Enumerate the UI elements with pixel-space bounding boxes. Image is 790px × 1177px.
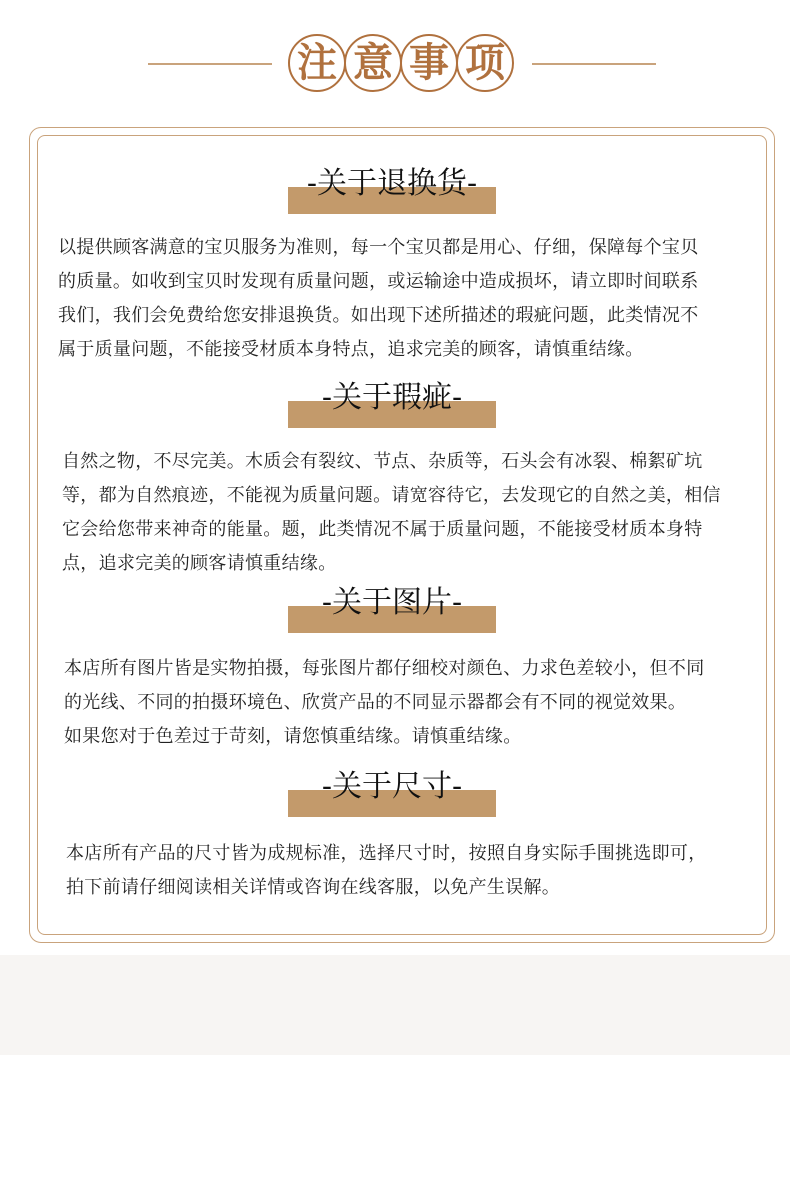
body-line: 点，追求完美的顾客请慎重结缘。 (62, 553, 337, 574)
title-char: 事 (400, 34, 458, 92)
section-body-sizes (66, 837, 707, 905)
body-line: 自然之物，不尽完美。木质会有裂纹、节点、杂质等，石头会有冰裂、棉絮矿坑 (62, 451, 703, 472)
body-line: 的光线、不同的拍摄环境色、欣赏产品的不同显示器都会有不同的视觉效果。 (64, 692, 687, 713)
title-char: 注 (288, 34, 346, 92)
body-line: 以提供顾客满意的宝贝服务为准则，每一个宝贝都是用心、仔细，保障每个宝贝 (58, 237, 699, 258)
section-heading-flaws (288, 382, 496, 428)
section-heading-photos (288, 587, 496, 633)
body-line: 我们，我们会免费给您安排退换货。如出现下述所描述的瑕疵问题，此类情况不 (58, 305, 699, 326)
heading-text: -关于尺寸- (321, 769, 463, 804)
heading-text: -关于图片- (321, 585, 463, 620)
section-heading-sizes (288, 771, 496, 817)
body-line: 属于质量问题，不能接受材质本身特点，追求完美的顾客，请慎重结缘。 (58, 339, 644, 360)
title-circles (288, 34, 512, 92)
body-line: 拍下前请仔细阅读相关详情或咨询在线客服，以免产生误解。 (66, 877, 561, 898)
page-title (0, 32, 790, 96)
body-line: 本店所有产品的尺寸皆为成规标准，选择尺寸时，按照自身实际手围挑选即可， (66, 843, 707, 864)
title-divider-left (148, 63, 272, 65)
title-char: 意 (344, 34, 402, 92)
footer-band (0, 955, 790, 1055)
heading-text: -关于瑕疵- (321, 380, 463, 415)
body-line: 本店所有图片皆是实物拍摄，每张图片都仔细校对颜色、力求色差较小，但不同 (64, 658, 705, 679)
body-line: 它会给您带来神奇的能量。题，此类情况不属于质量问题，不能接受材质本身特 (62, 519, 703, 540)
title-divider-right (532, 63, 656, 65)
body-line: 等，都为自然痕迹，不能视为质量问题。请宽容待它，去发现它的自然之美，相信 (62, 485, 721, 506)
section-heading-returns (288, 168, 496, 214)
section-body-returns (58, 231, 699, 367)
body-line: 如果您对于色差过于苛刻，请您慎重结缘。请慎重结缘。 (64, 726, 522, 747)
section-body-photos (64, 652, 705, 754)
body-line: 的质量。如收到宝贝时发现有质量问题，或运输途中造成损坏，请立即时间联系 (58, 271, 699, 292)
heading-text: -关于退换货- (306, 166, 478, 201)
title-char: 项 (456, 34, 514, 92)
section-body-flaws (62, 445, 721, 581)
